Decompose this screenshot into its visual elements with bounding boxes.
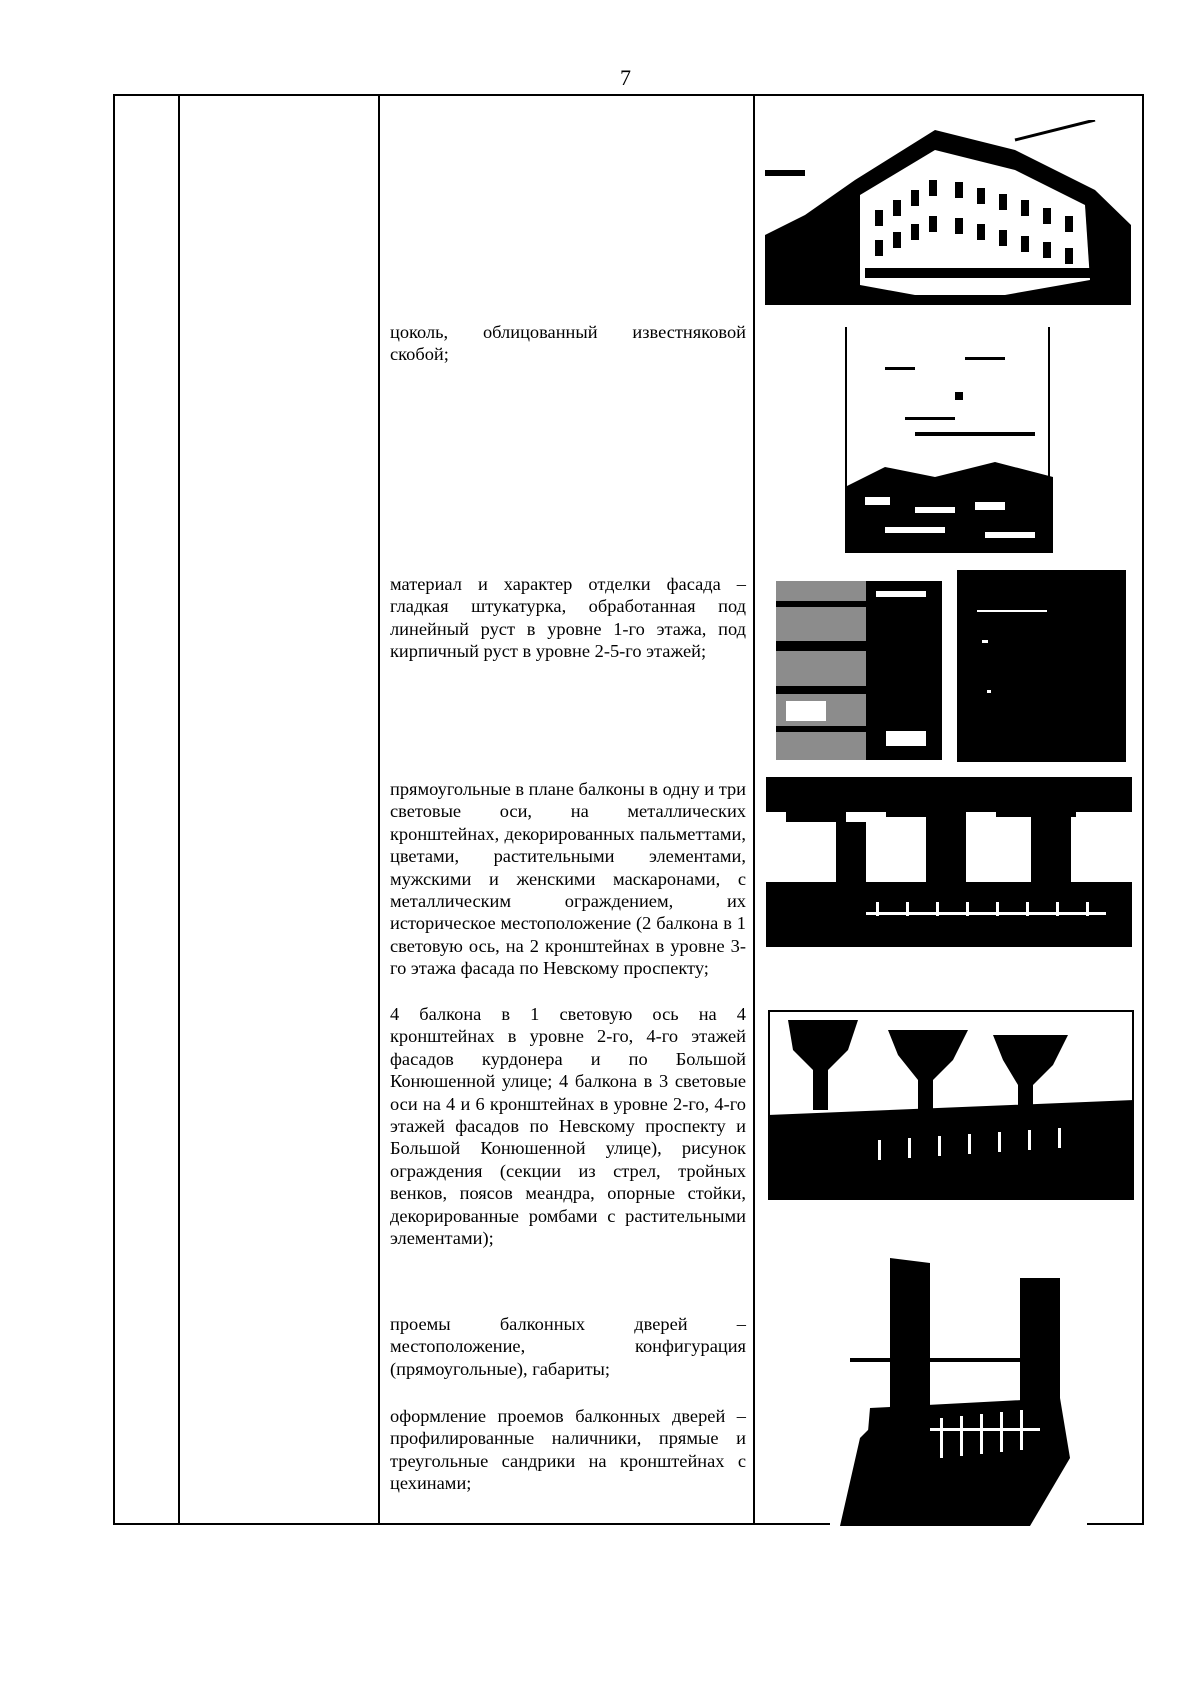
column-divider-3 — [753, 94, 755, 1525]
paragraph-facade-finish: материал и характер отделки фасада – гладкая штукатурка, обработанная под линейный руст в уровне 1-го этажа, под кирпичный руст в уровне 2-5-го этажей; — [390, 574, 746, 662]
paragraph-balconies: прямоугольные в плане балконы в одну и три световые оси, на металлических кронштейнах, декорированных пальметтами, цветами, растительными элементами, мужскими и женскими маскаронами, с металлическим ограждением, их историческое местоположение (2 балкона в 1 световую ось, на 2 кронштейнах в уровне 3-го этажа фасада по Невскому проспекту; — [390, 779, 746, 979]
balcony-brackets-photo — [768, 1010, 1134, 1200]
plinth-limestone-photo — [845, 327, 1053, 553]
page-number: 7 — [620, 65, 631, 90]
facade-rustication-photo-right — [957, 570, 1126, 762]
building-corner-photo — [765, 120, 1131, 305]
balcony-door-photo — [830, 1258, 1087, 1526]
paragraph-balcony-door-openings: проемы балконных дверей – местоположение, конфигурация (прямоугольные), габариты; — [390, 1314, 746, 1379]
paragraph-plinth: цоколь, облицованный известняковой скобой; — [390, 322, 746, 365]
facade-rustication-photo-left — [776, 581, 942, 760]
column-divider-1 — [178, 94, 180, 1525]
paragraph-balcony-door-decor: оформление проемов балконных дверей – профилированные наличники, прямые и треугольные сандрики на кронштейнах с цехинами; — [390, 1406, 746, 1494]
paragraph-balconies-cont: 4 балкона в 1 световую ось на 4 кронштейнах в уровне 2-го, 4-го этажей фасадов курдонера и по Большой Конюшенной улице; 4 балкона в 3 световые оси на 4 и 6 кронштейнах в уровне 2-го, 4-го этажей фасадов по Невскому проспекту и Большой Конюшенной улице), рисунок ограждения (секции из стрел, тройных венков, поясов меандра, опорные стойки, декорированные ромбами с растительными элементами); — [390, 1004, 746, 1249]
column-divider-2 — [378, 94, 380, 1525]
balconies-row-photo — [766, 777, 1132, 947]
